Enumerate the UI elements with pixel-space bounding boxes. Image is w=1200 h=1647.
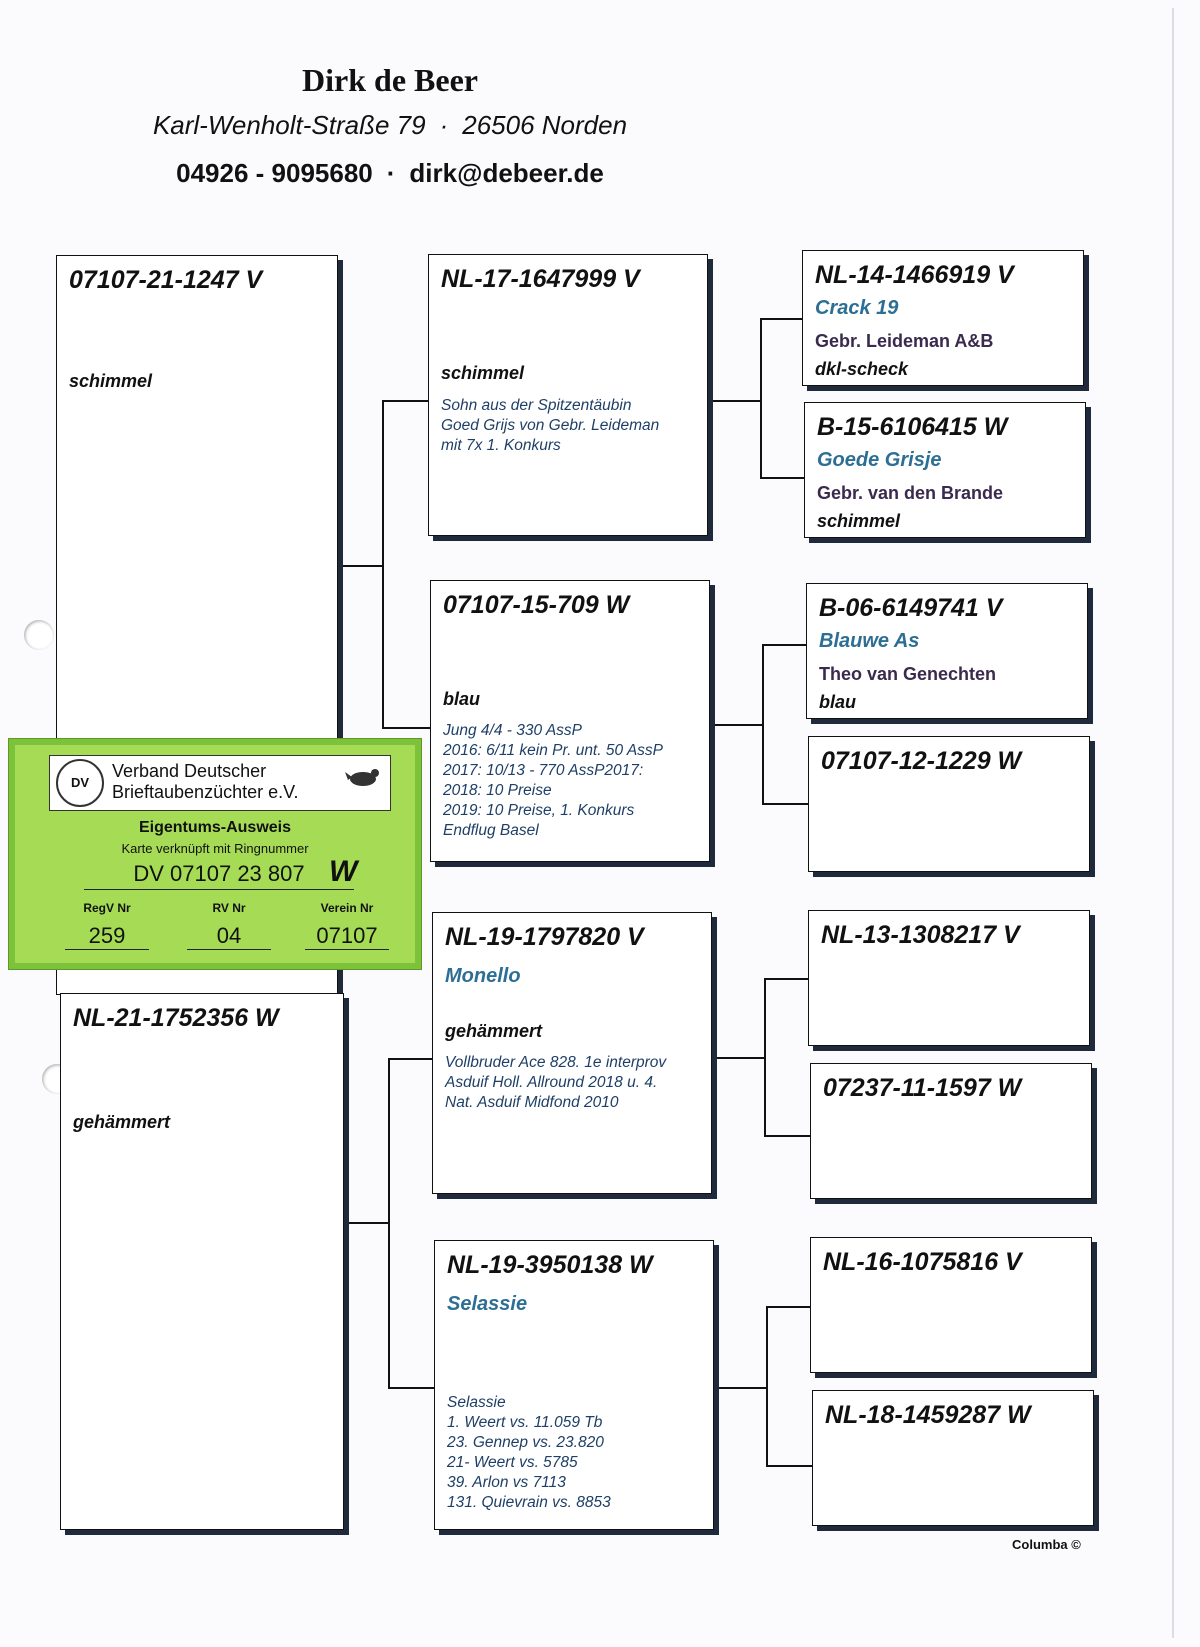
regv-value: 259	[65, 923, 149, 950]
father-mother-box	[804, 402, 1086, 538]
father-father-breeder: Gebr. Leideman A&B	[815, 331, 994, 351]
father-box	[428, 254, 708, 536]
verein-value: 07107	[305, 923, 389, 950]
father-mother-color: schimmel	[817, 511, 901, 531]
dam-color: gehämmert	[73, 1112, 171, 1132]
father-ring: NL-17-1647999 V	[441, 265, 640, 293]
dam-box	[60, 993, 344, 1530]
separator: ·	[439, 110, 449, 140]
tag-subtitle: Karte verknüpft mit Ringnummer	[121, 841, 309, 856]
dam-father-mother-box	[810, 1063, 1092, 1199]
verein-label: Verein Nr	[320, 901, 374, 915]
mother-box	[430, 580, 710, 862]
association-name: Verband Deutscher Brieftaubenzüchter e.V.	[112, 761, 299, 802]
father-father-box	[802, 250, 1084, 386]
owner-phone: 04926 - 9095680	[176, 158, 373, 188]
pigeon-icon	[344, 764, 382, 790]
mother-remarks: Jung 4/4 - 330 AssP 2016: 6/11 kein Pr. unt. 50 AssP 2017: 10/13 - 770 AssP2017: 2018: 10 Preise 2019: 10 Preise, 1. Konkurs Endflug Basel	[443, 722, 664, 839]
dam-father-father-ring: NL-13-1308217 V	[821, 921, 1020, 949]
owner-address	[0, 110, 780, 141]
dam-father-mother-ring: 07237-11-1597 W	[823, 1074, 1022, 1102]
father-father-ring: NL-14-1466919 V	[815, 261, 1014, 289]
regv-label: RegV Nr	[83, 901, 131, 915]
rv-value: 04	[187, 923, 271, 950]
dam-mother-name: Selassie	[447, 1293, 528, 1315]
father-remarks: Sohn aus der Spitzentäubin Goed Grijs von Gebr. Leideman mit 7x 1. Konkurs	[441, 397, 660, 454]
sheet-edge	[1172, 8, 1174, 1638]
mother-mother-box	[808, 736, 1090, 872]
mother-father-name: Blauwe As	[819, 630, 920, 652]
mother-ring: 07107-15-709 W	[443, 591, 630, 619]
dam-father-color: gehämmert	[445, 1021, 543, 1041]
pigeon-ring: 07107-21-1247 V	[69, 266, 263, 294]
dam-father-remarks: Vollbruder Ace 828. 1e interprov Asduif Holl. Allround 2018 u. 4. Nat. Asduif Midfond 2010	[445, 1054, 667, 1111]
ownership-tag	[8, 738, 422, 970]
rv-label: RV Nr	[212, 901, 246, 915]
dam-father-box	[432, 912, 712, 1194]
footer-credit: Columba ©	[1012, 1537, 1081, 1552]
separator: ·	[386, 158, 396, 188]
father-father-name: Crack 19	[815, 297, 899, 319]
mother-father-ring: B-06-6149741 V	[819, 594, 1003, 622]
father-mother-breeder: Gebr. van den Brande	[817, 483, 1004, 503]
dam-mother-mother-ring: NL-18-1459287 W	[825, 1401, 1031, 1429]
tag-header	[49, 755, 391, 811]
father-father-color: dkl-scheck	[815, 359, 909, 379]
owner-name: Dirk de Beer	[302, 62, 478, 98]
dam-ring: NL-21-1752356 W	[73, 1004, 279, 1032]
tag-sex-mark: W	[329, 855, 358, 888]
pigeon-color: schimmel	[69, 371, 153, 391]
father-color: schimmel	[441, 363, 525, 383]
owner-email: dirk@debeer.de	[409, 158, 604, 188]
dam-mother-mother-box	[812, 1390, 1094, 1526]
mother-father-color: blau	[819, 692, 857, 712]
owner-street: Karl-Wenholt-Straße 79	[152, 110, 426, 140]
mother-mother-ring: 07107-12-1229 W	[821, 747, 1022, 775]
owner-contact	[0, 158, 780, 189]
mother-father-box	[806, 583, 1088, 719]
mother-father-breeder: Theo van Genechten	[819, 664, 997, 684]
association-logo-icon: DV	[56, 759, 104, 807]
dam-father-ring: NL-19-1797820 V	[445, 923, 644, 951]
dam-mother-ring: NL-19-3950138 W	[447, 1251, 653, 1279]
dam-mother-father-box	[810, 1237, 1092, 1373]
dam-father-father-box	[808, 910, 1090, 1046]
dam-father-name: Monello	[445, 965, 521, 987]
tag-title: Eigentums-Ausweis	[138, 819, 292, 836]
father-mother-name: Goede Grisje	[817, 449, 942, 471]
punch-hole	[24, 620, 54, 650]
dam-mother-box	[434, 1240, 714, 1530]
mother-color: blau	[443, 689, 481, 709]
tag-ring-number: DV 07107 23 807	[84, 861, 354, 890]
dam-mother-remarks: Selassie 1. Weert vs. 11.059 Tb 23. Gennep vs. 23.820 21- Weert vs. 5785 39. Arlon vs 7113 131. Quievrain vs. 8853	[447, 1394, 611, 1511]
father-mother-ring: B-15-6106415 W	[817, 413, 1008, 441]
dam-mother-father-ring: NL-16-1075816 V	[823, 1248, 1022, 1276]
owner-city: 26506 Norden	[462, 110, 628, 140]
